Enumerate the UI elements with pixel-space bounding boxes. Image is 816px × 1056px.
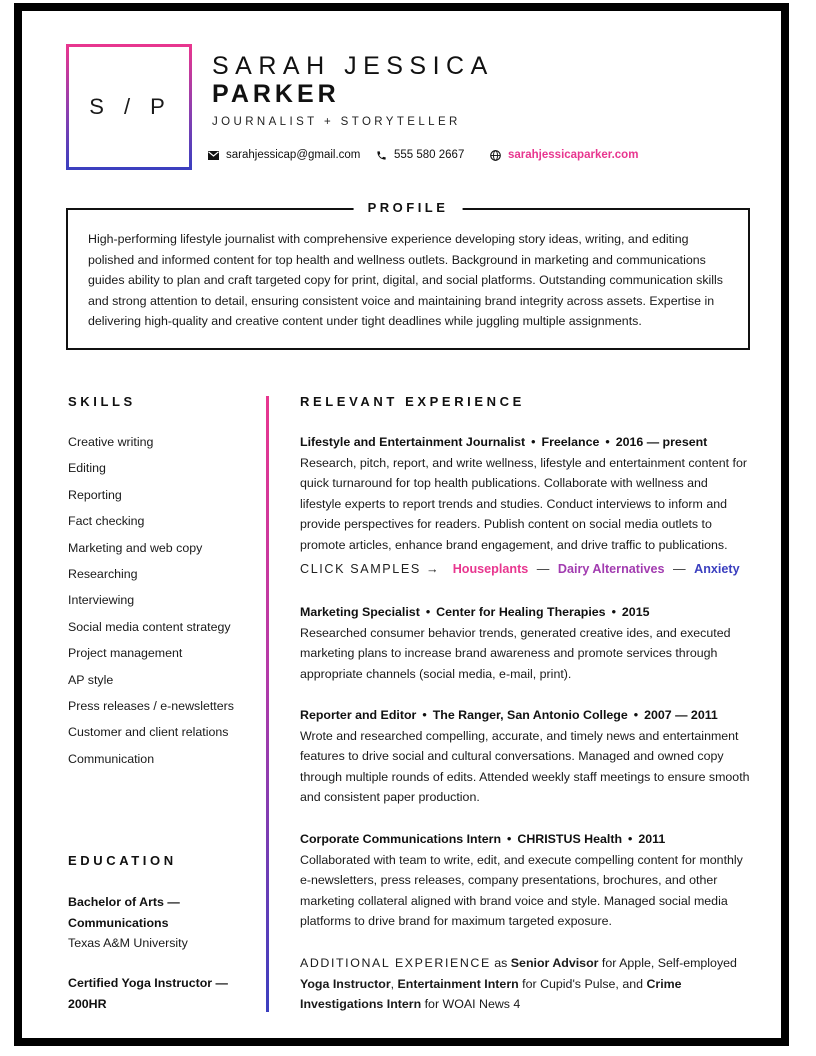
skill-item: Press releases / e-newsletters <box>68 698 234 713</box>
click-samples <box>300 562 740 576</box>
additional-experience <box>300 953 750 1015</box>
skills-title: SKILLS <box>68 394 136 409</box>
job-heading: Marketing Specialist • Center for Healing Therapies • 2015 <box>300 605 650 619</box>
samples-label: CLICK SAMPLES → <box>300 562 441 576</box>
email-text: sarahjessicap@gmail.com <box>226 149 361 161</box>
job-description: Researched consumer behavior trends, generated creative ides, and executed marketing plans to increase brand awareness and promote services through appropriate channels (social media, e-mail, print). <box>300 625 731 681</box>
job-entry <box>300 829 750 932</box>
job-dates: 2015 <box>621 605 650 619</box>
skill-item: Interviewing <box>68 593 135 608</box>
job-org: Freelance <box>541 435 600 449</box>
additional-role: Entertainment Intern <box>397 976 519 991</box>
additional-text: , <box>390 976 398 991</box>
education-title: EDUCATION <box>68 853 177 868</box>
contact-phone[interactable] <box>376 149 464 161</box>
envelope-icon <box>208 151 219 160</box>
skill-item: Editing <box>68 461 106 476</box>
role-title: JOURNALIST + STORYTELLER <box>212 116 461 128</box>
sample-link-houseplants[interactable]: Houseplants <box>452 562 529 576</box>
cert-line1: Certified Yoga Instructor — <box>68 976 228 990</box>
experience-title: RELEVANT EXPERIENCE <box>300 394 525 409</box>
skill-item: Creative writing <box>68 435 154 449</box>
job-heading: Corporate Communications Intern • CHRISTUS Health • 2011 <box>300 832 666 846</box>
first-names: SARAH JESSICA <box>212 52 494 80</box>
education-certification <box>68 973 258 1014</box>
monogram-first: S <box>89 94 108 119</box>
skill-item: Project management <box>68 646 183 661</box>
monogram-last: P <box>150 94 169 119</box>
job-description: Collaborated with team to write, edit, and execute compelling content for monthly e-newsletters, press releases, company presentations, brochures, and other marketing collateral aligned with brand voice and style. Managed social media platforms to drive brand for maximum targeted exposure. <box>300 852 743 929</box>
sample-separator: — <box>536 562 550 576</box>
job-org: The Ranger, San Antonio College <box>432 708 628 722</box>
job-description: Research, pitch, report, and write wellness, lifestyle and entertainment content for quick turnaround for top health publications. Collaborate with wellness and lifestyle experts to report trends and studies. Conduct interviews to inform and provide perspectives for readers. Publish content on social media outlets to promote articles, enhance brand engagement, and drive traffic to publications. <box>300 455 747 552</box>
additional-text: as <box>490 956 511 970</box>
skill-item: Reporting <box>68 487 122 502</box>
job-dates: 2016 — present <box>615 435 708 449</box>
job-org: Center for Healing Therapies <box>436 605 606 619</box>
job-heading: Reporter and Editor • The Ranger, San Antonio College • 2007 — 2011 <box>300 708 718 722</box>
sample-link-anxiety[interactable]: Anxiety <box>694 562 740 576</box>
job-entry <box>300 602 750 684</box>
school-name: Texas A&M University <box>68 936 188 951</box>
job-entry <box>300 432 750 556</box>
last-name: PARKER <box>212 80 340 108</box>
contact-website[interactable] <box>490 149 638 161</box>
profile-section <box>66 200 750 350</box>
job-org: CHRISTUS Health <box>517 832 623 846</box>
job-role: Lifestyle and Entertainment Journalist <box>300 435 526 449</box>
job-dates: 2011 <box>638 832 666 846</box>
degree-line1: Bachelor of Arts — <box>68 895 180 909</box>
job-role: Corporate Communications Intern <box>300 832 502 846</box>
education-degree <box>68 892 258 954</box>
cert-line2: 200HR <box>68 996 107 1011</box>
skill-item: Social media content strategy <box>68 619 231 634</box>
skill-item: Researching <box>68 566 138 581</box>
phone-text: 555 580 2667 <box>394 149 465 161</box>
monogram <box>66 44 192 170</box>
skills-list <box>68 432 234 775</box>
job-description: Wrote and researched compelling, accurate, and timely news and entertainment features to drive social and cultural conversations. Managed and owned copy through multiple rounds of edits. Attended weekly staff meetings to ensure smooth and consistent paper production. <box>300 728 750 805</box>
sample-link-dairy-alternatives[interactable]: Dairy Alternatives <box>557 562 665 576</box>
skill-item: Customer and client relations <box>68 725 229 740</box>
degree-line2: Communications <box>68 915 169 930</box>
skill-item: Marketing and web copy <box>68 540 203 555</box>
sample-separator: — <box>673 562 686 576</box>
profile-text: High-performing lifestyle journalist with comprehensive experience developing story ideas, writing, and editing polished and informed content for top health and wellness outlets. Background in marketing and communications guides ability to plan and craft targeted copy for print, digital, and social platforms. Outstanding communication skills and strong attention to detail, ensuring consistent voice and maintaining brand integrity across assets. Expertise in delivering high-quality and creative content under tight deadlines while juggling multiple assignments. <box>88 232 724 329</box>
monogram-slash: / <box>123 94 135 119</box>
additional-text: for Cupid's Pulse, and <box>518 976 647 991</box>
column-divider <box>266 396 269 1012</box>
globe-icon <box>490 150 501 161</box>
skill-item: AP style <box>68 672 114 687</box>
additional-role: Senior Advisor <box>510 956 599 970</box>
skill-item: Fact checking <box>68 514 145 529</box>
additional-label: ADDITIONAL EXPERIENCE <box>300 956 491 970</box>
contact-email[interactable] <box>208 149 360 161</box>
job-role: Reporter and Editor <box>300 708 417 722</box>
phone-icon <box>376 150 387 161</box>
additional-role: Yoga Instructor <box>300 976 391 991</box>
additional-role: Crime Investigations Intern <box>300 976 682 1012</box>
additional-text: for WOAI News 4 <box>421 997 521 1012</box>
job-role: Marketing Specialist <box>300 605 420 619</box>
job-heading: Lifestyle and Entertainment Journalist • Freelance • 2016 — present <box>300 435 708 449</box>
website-link[interactable]: sarahjessicaparker.com <box>508 149 639 161</box>
profile-title: PROFILE <box>354 200 463 215</box>
additional-text: for Apple, Self-employed <box>598 956 737 970</box>
job-entry <box>300 705 750 808</box>
skill-item: Communication <box>68 751 155 766</box>
job-dates: 2007 — 2011 <box>644 708 718 722</box>
